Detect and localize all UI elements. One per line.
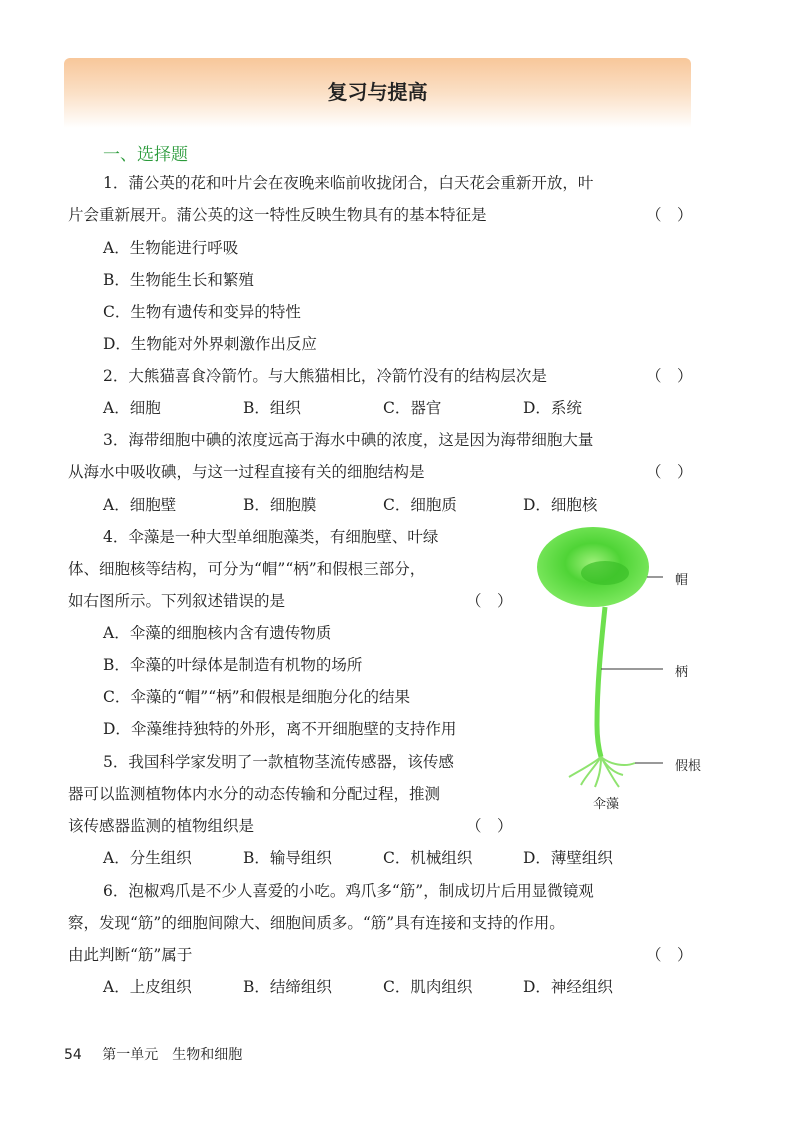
header-banner <box>64 58 691 128</box>
q6-option-a: A．上皮组织 <box>103 978 192 996</box>
q2-option-c: C．器官 <box>383 399 442 417</box>
q3-options-row <box>103 494 663 516</box>
q2-options-row <box>103 397 663 419</box>
rhizoid-shape <box>569 757 635 787</box>
q2-option-b: B．组织 <box>243 399 301 417</box>
page-number: 54 <box>64 1047 82 1063</box>
q5-option-a: A．分生组织 <box>103 849 192 867</box>
q6-stem-line2: 察，发现“筋”的细胞间隙大、细胞间质多。“筋”具有连接和支持的作用。 <box>68 914 565 932</box>
q5-stem-line2: 器可以监测植物体内水分的动态传输和分配过程，推测 <box>68 785 441 803</box>
q1-stem-line2: 片会重新展开。蒲公英的这一特性反映生物具有的基本特征是 <box>68 206 487 224</box>
q3-option-d: D．细胞核 <box>523 496 598 514</box>
q3-option-a: A．细胞壁 <box>103 496 177 514</box>
q1-answer-parens: （ ） <box>646 206 693 224</box>
q3-answer-parens: （ ） <box>646 463 693 481</box>
q4-option-c: C．伞藻的“帽”“柄”和假根是细胞分化的结果 <box>103 688 411 706</box>
q4-option-d: D．伞藻维持独特的外形，离不开细胞壁的支持作用 <box>103 720 457 738</box>
q1-stem-line1: 1．蒲公英的花和叶片会在夜晚来临前收拢闭合，白天花会重新开放，叶 <box>103 174 594 192</box>
page-footer <box>64 1044 242 1064</box>
q6-stem-line1: 6．泡椒鸡爪是不少人喜爱的小吃。鸡爪多“筋”，制成切片后用显微镜观 <box>103 882 594 900</box>
page-title: 复习与提高 <box>327 80 428 104</box>
q4-answer-parens: （ ） <box>466 592 513 610</box>
q1-option-b: B．生物能生长和繁殖 <box>103 271 254 289</box>
q6-answer-parens: （ ） <box>646 946 693 964</box>
q5-stem-line3: 该传感器监测的植物组织是 <box>68 817 255 835</box>
q4-stem-line1: 4．伞藻是一种大型单细胞藻类，有细胞壁、叶绿 <box>103 528 439 546</box>
q5-option-c: C．机械组织 <box>383 849 473 867</box>
q5-option-d: D．薄壁组织 <box>523 849 613 867</box>
q3-stem-line2: 从海水中吸收碘，与这一过程直接有关的细胞结构是 <box>68 463 425 481</box>
q2-option-a: A．细胞 <box>103 399 161 417</box>
q4-option-b: B．伞藻的叶绿体是制造有机物的场所 <box>103 656 363 674</box>
stalk-label: 柄 <box>675 665 689 680</box>
q5-options-row <box>103 847 663 869</box>
q2-answer-parens: （ ） <box>646 367 693 385</box>
q6-option-b: B．结缔组织 <box>243 978 332 996</box>
q6-option-d: D．神经组织 <box>523 978 613 996</box>
q3-stem-line1: 3．海带细胞中碘的浓度远高于海水中碘的浓度，这是因为海带细胞大量 <box>103 431 594 449</box>
q4-stem-line3: 如右图所示。下列叙述错误的是 <box>68 592 286 610</box>
cap-label: 帽 <box>675 573 689 588</box>
q4-stem-line2: 体、细胞核等结构，可分为“帽”“柄”和假根三部分， <box>68 560 426 578</box>
q5-answer-parens: （ ） <box>466 817 513 835</box>
q1-option-a: A．生物能进行呼吸 <box>103 239 239 257</box>
q1-option-d: D．生物能对外界刺激作出反应 <box>103 335 317 353</box>
q5-option-b: B．输导组织 <box>243 849 332 867</box>
figure-caption: 伞藻 <box>593 797 620 812</box>
q5-stem-line1: 5．我国科学家发明了一款植物茎流传感器，该传感 <box>103 753 454 771</box>
q6-stem-line3: 由此判断“筋”属于 <box>68 946 193 964</box>
unit-title: 第一单元 生物和细胞 <box>102 1047 243 1063</box>
q2-stem-line1: 2．大熊猫喜食冷箭竹。与大熊猫相比，冷箭竹没有的结构层次是 <box>103 367 547 385</box>
q1-option-c: C．生物有遗传和变异的特性 <box>103 303 301 321</box>
rhizoid-label: 假根 <box>675 759 702 774</box>
acetabularia-figure <box>535 525 715 825</box>
q3-option-b: B．细胞膜 <box>243 496 317 514</box>
q2-option-d: D．系统 <box>523 399 582 417</box>
q3-option-c: C．细胞质 <box>383 496 457 514</box>
q6-option-c: C．肌肉组织 <box>383 978 473 996</box>
q4-option-a: A．伞藻的细胞核内含有遗传物质 <box>103 624 332 642</box>
section-title: 一、选择题 <box>103 145 188 165</box>
stalk-shape <box>597 607 605 757</box>
q6-options-row <box>103 976 663 998</box>
